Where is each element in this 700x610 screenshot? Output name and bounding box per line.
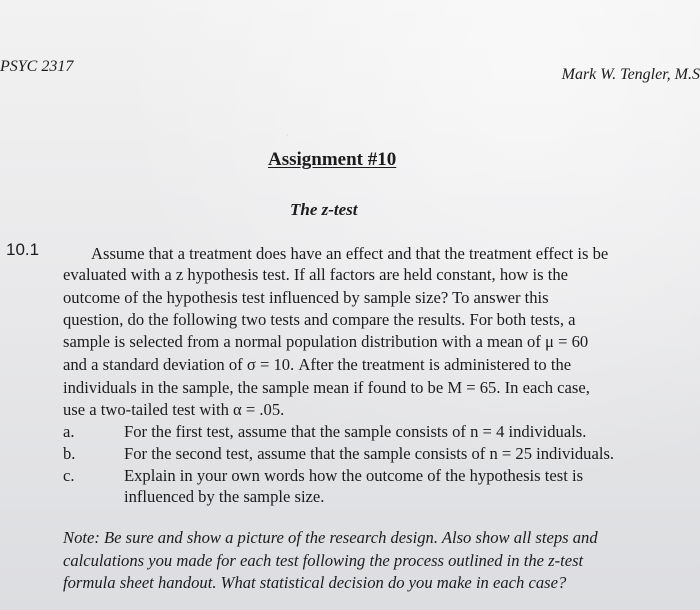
problem-line: individuals in the sample, the sample mean if found to be M = 65. In each case, (63, 378, 590, 397)
item-c-letter: c. (63, 466, 75, 485)
problem-line: sample is selected from a normal population distribution with a mean of μ = 60 (63, 332, 589, 351)
note-line: Note: Be sure and show a picture of the research design. Also show all steps and (63, 528, 598, 547)
course-code: PSYC 2317 (0, 58, 74, 75)
assignment-title: Assignment #10 (268, 149, 397, 170)
note-line: formula sheet handout. What statistical decision do you make in each case? (63, 573, 567, 592)
problem-line: use a two-tailed test with α = .05. (63, 400, 285, 419)
show-through-text: · (285, 128, 290, 144)
problem-line: question, do the following two tests and compare the results. For both tests, a (63, 310, 576, 329)
item-b-letter: b. (63, 444, 76, 463)
item-c-text: influenced by the sample size. (124, 487, 325, 506)
problem-line: and a standard deviation of σ = 10. After the treatment is administered to the (63, 355, 572, 374)
assignment-subtitle: The z-test (290, 200, 358, 219)
item-c-text: Explain in your own words how the outcome of the hypothesis test is (124, 466, 584, 485)
item-a-text: For the first test, assume that the sample consists of n = 4 individuals. (124, 422, 587, 441)
item-b-text: For the second test, assume that the sample consists of n = 25 individuals. (124, 444, 615, 463)
item-a-letter: a. (63, 422, 75, 441)
problem-line: outcome of the hypothesis test influenced by sample size? To answer this (63, 288, 549, 307)
problem-number: 10.1 (6, 240, 40, 259)
problem-line: Assume that a treatment does have an effect and that the treatment effect is be (91, 244, 609, 263)
instructor-name: Mark W. Tengler, M.S (561, 66, 700, 83)
note-line: calculations you made for each test following the process outlined in the z-test (63, 551, 584, 570)
problem-line: evaluated with a z hypothesis test. If all factors are held constant, how is the (63, 265, 569, 284)
